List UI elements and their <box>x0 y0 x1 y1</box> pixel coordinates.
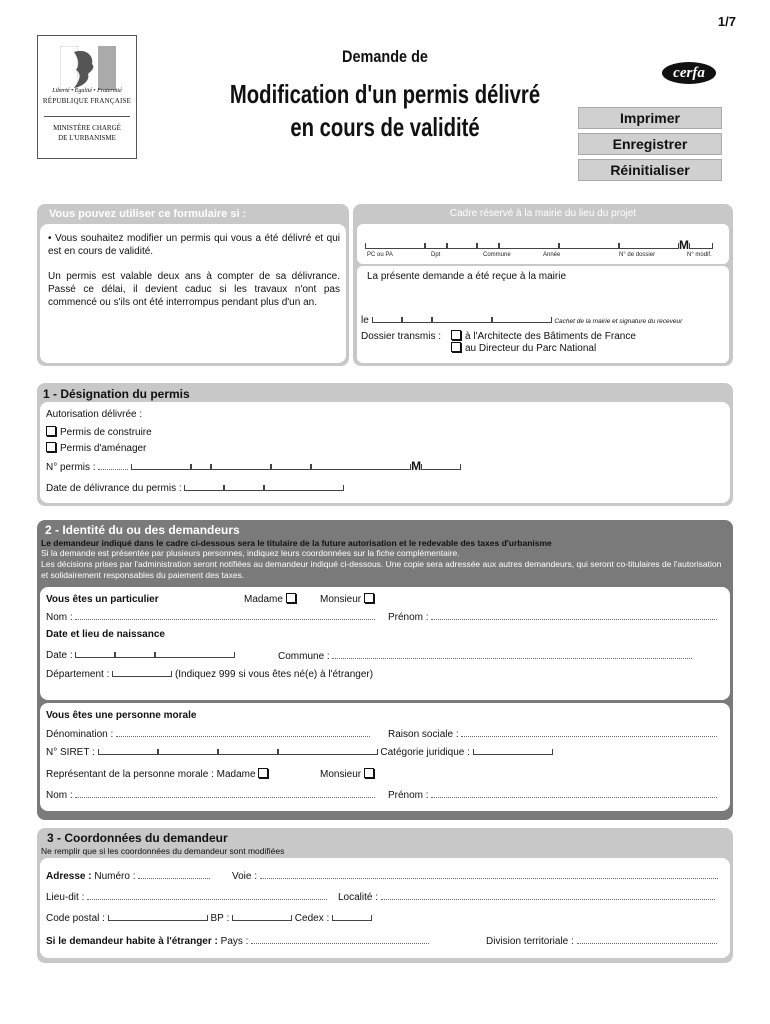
logo-divider <box>44 116 130 117</box>
mairie-number-field[interactable] <box>365 238 713 252</box>
mairie-receipt-box <box>357 266 729 363</box>
particulier-label: Vous êtes un particulier <box>46 594 159 605</box>
section-3-header: 3 - Coordonnées du demandeur <box>47 831 228 845</box>
ministry-line-2: DE L'URBANISME <box>58 134 116 142</box>
save-button[interactable]: Enregistrer <box>578 133 722 155</box>
denomination-field[interactable] <box>46 727 370 741</box>
adresse-label: Adresse : <box>46 871 92 882</box>
usage-header: Vous pouvez utiliser ce formulaire si : <box>49 208 247 220</box>
title-line-1: Modification d'un permis délivré <box>229 79 541 109</box>
cedex-label: Cedex : <box>294 913 330 924</box>
representant-option[interactable] <box>46 768 272 781</box>
division-field[interactable] <box>486 934 717 948</box>
parc-checkbox[interactable] <box>451 342 461 352</box>
pays-label: Pays : <box>220 936 249 947</box>
cerfa-badge: cerfa <box>662 62 716 84</box>
section-2-info <box>41 548 727 581</box>
section-2-header: 2 - Identité du ou des demandeurs <box>45 523 240 537</box>
pa-option[interactable] <box>46 442 146 455</box>
marianne-icon <box>60 46 116 90</box>
madame-label: Madame <box>244 594 283 605</box>
commune-label: Commune : <box>278 651 330 662</box>
commune-field[interactable] <box>278 649 692 663</box>
lieudit-label: Lieu-dit : <box>46 892 85 903</box>
monsieur2-label: Monsieur <box>320 769 362 780</box>
birth-date-label: Date : <box>46 650 73 661</box>
siret-label: N° SIRET : <box>46 747 95 758</box>
section-1-header: 1 - Désignation du permis <box>43 387 190 401</box>
page-number: 1/7 <box>717 14 736 29</box>
received-text: La présente demande a été reçue à la mairie <box>367 271 567 282</box>
naissance-label: Date et lieu de naissance <box>46 629 165 640</box>
page-title <box>225 78 545 144</box>
birth-date-field[interactable] <box>46 649 235 662</box>
permit-m-letter: M <box>411 459 422 473</box>
madame-checkbox[interactable] <box>286 593 296 603</box>
mairie-number-box <box>357 224 729 264</box>
lieudit-field[interactable] <box>46 890 327 904</box>
usage-panel <box>37 204 349 366</box>
print-button[interactable]: Imprimer <box>578 107 722 129</box>
logo-republic: RÉPUBLIQUE FRANÇAISE <box>42 97 132 105</box>
particulier-box <box>40 587 730 700</box>
pays-field[interactable] <box>46 934 429 948</box>
representant-label: Représentant de la personne morale : Madame <box>46 769 256 780</box>
label-annee: Année <box>543 252 561 258</box>
departement-field[interactable] <box>46 668 373 681</box>
label-modif: N° modif. <box>687 252 712 258</box>
pa-checkbox[interactable] <box>46 442 56 452</box>
localite-label: Localité : <box>338 892 379 903</box>
reset-button[interactable]: Réinitialiser <box>578 159 722 181</box>
section-3-panel <box>37 828 733 963</box>
representant-madame-checkbox[interactable] <box>258 768 268 778</box>
section-1-box <box>40 402 730 503</box>
monsieur-checkbox[interactable] <box>364 593 374 603</box>
le-label: le <box>361 315 369 326</box>
section-2-info-2: Les décisions prises par l'administration seront notifiées au demandeur indiqué ci-dessous. Une copie sera adressée aux autres demandeurs, qui seront co-titulaires de l'autorisation et solidairement responsables du paiement des taxes. <box>41 559 722 580</box>
prenom2-label: Prénom : <box>388 790 429 801</box>
label-commune: Commune <box>483 252 511 258</box>
nom-label: Nom : <box>46 612 73 623</box>
dossier-label: Dossier transmis : <box>361 331 442 342</box>
prenom-field[interactable] <box>388 610 717 624</box>
parc-option[interactable] <box>451 342 596 355</box>
localite-field[interactable] <box>338 890 715 904</box>
voie-label: Voie : <box>232 871 258 882</box>
parc-label: au Directeur du Parc National <box>465 343 597 354</box>
pc-checkbox[interactable] <box>46 426 56 436</box>
ministry-line-1: MINISTÈRE CHARGÉ <box>53 124 121 132</box>
prenom-label: Prénom : <box>388 612 429 623</box>
monsieur2-option[interactable] <box>320 768 378 781</box>
monsieur2-checkbox[interactable] <box>364 768 374 778</box>
siret-field[interactable] <box>46 746 553 759</box>
section-3-sub: Ne remplir que si les coordonnées du demandeur sont modifiées <box>41 846 285 856</box>
logo-ministry <box>38 123 136 143</box>
logo-motto: Liberté • Égalité • Fraternité <box>52 88 122 94</box>
auth-label: Autorisation délivrée : <box>46 409 143 420</box>
section-1-panel <box>37 383 733 506</box>
usage-bullet: • Vous souhaitez modifier un permis qui vous a été délivré et qui est en cours de validité. <box>48 233 340 257</box>
raison-label: Raison sociale : <box>388 729 459 740</box>
monsieur-option[interactable] <box>320 593 378 606</box>
permit-number-field[interactable] <box>46 460 461 474</box>
numero-label: Numéro : <box>94 871 136 882</box>
division-label: Division territoriale : <box>486 936 574 947</box>
denomination-label: Dénomination : <box>46 729 114 740</box>
departement-hint: (Indiquez 999 si vous êtes né(e) à l'étranger) <box>174 669 374 680</box>
mairie-m-letter: M <box>679 238 689 252</box>
pc-option[interactable] <box>46 426 152 439</box>
permit-number-label: N° permis : <box>46 462 96 473</box>
numero-field[interactable] <box>46 869 210 883</box>
cp-label: Code postal : <box>46 913 105 924</box>
permit-date-field[interactable] <box>46 482 344 495</box>
monsieur-label: Monsieur <box>320 594 362 605</box>
label-dpt: Dpt <box>431 252 441 258</box>
morale-label: Vous êtes une personne morale <box>46 710 197 721</box>
nom2-field[interactable] <box>46 788 375 802</box>
section-2-panel <box>37 520 733 820</box>
departement-label: Département : <box>46 669 110 680</box>
etranger-label: Si le demandeur habite à l'étranger : <box>46 936 218 947</box>
usage-note: Un permis est valable deux ans à compter de sa délivrance. Passé ce délai, il devient caduc si les travaux n'ont pas commencé ou s'ils ont été interrompus pendant plus d'un an. <box>48 271 340 308</box>
bp-label: BP : <box>210 913 230 924</box>
usage-box <box>40 224 346 363</box>
prenom2-field[interactable] <box>388 788 717 802</box>
pc-label: Permis de construire <box>60 427 152 438</box>
raison-field[interactable] <box>388 727 717 741</box>
section-3-box <box>40 858 730 958</box>
cp-field[interactable] <box>46 912 372 925</box>
permit-date-label: Date de délivrance du permis : <box>46 483 182 494</box>
mairie-header: Cadre réservé à la mairie du lieu du projet <box>449 208 637 219</box>
marianne-logo <box>37 35 137 159</box>
received-date[interactable] <box>361 314 682 328</box>
nom-field[interactable] <box>46 610 375 624</box>
categorie-label: Catégorie juridique : <box>380 747 470 758</box>
stamp-text: Cachet de la mairie et signature du receveur <box>554 318 683 325</box>
voie-field[interactable] <box>232 869 718 883</box>
section-2-info-1: Si la demande est présentée par plusieurs personnes, indiquez leurs coordonnées sur la fiche complémentaire. <box>41 548 460 558</box>
section-2-sub: Le demandeur indiqué dans le cadre ci-dessous sera le titulaire de la future autorisation et le redevable des taxes d'urbanisme <box>41 538 552 548</box>
label-dossier: N° de dossier <box>619 252 656 258</box>
label-pc-pa: PC ou PA <box>367 252 393 258</box>
abf-label: à l'Architecte des Bâtiments de France <box>465 331 636 342</box>
title-pre: Demande de <box>342 47 428 66</box>
pa-label: Permis d'aménager <box>60 443 147 454</box>
title-line-2: en cours de validité <box>290 112 480 142</box>
mairie-panel <box>353 204 733 366</box>
abf-checkbox[interactable] <box>451 330 461 340</box>
madame-option[interactable] <box>244 593 300 606</box>
morale-box <box>40 703 730 811</box>
nom2-label: Nom : <box>46 790 73 801</box>
